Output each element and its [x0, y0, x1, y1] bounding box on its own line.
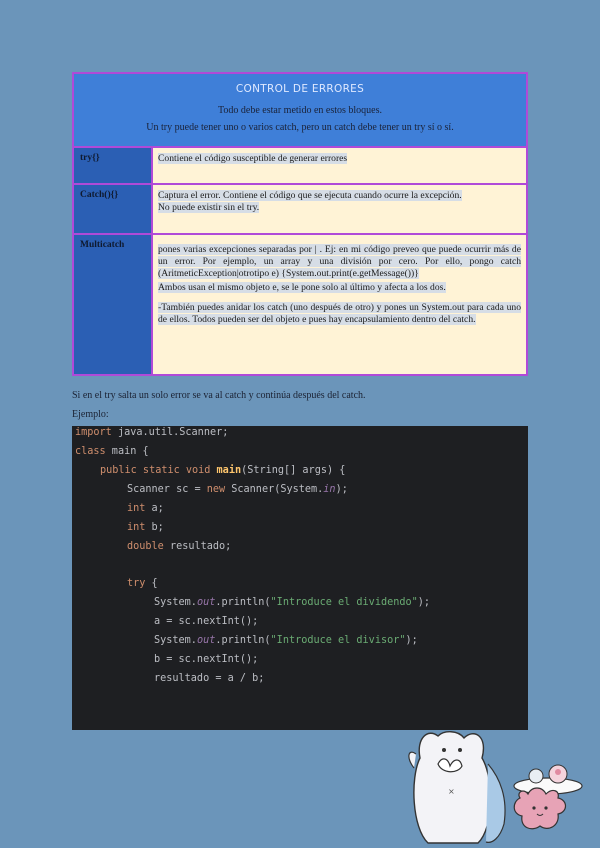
example-label: Ejemplo: — [72, 409, 109, 420]
code-line: int a; — [127, 503, 164, 514]
table-header — [74, 74, 526, 148]
table-row-catch — [74, 185, 526, 235]
code-line: class main { — [75, 446, 149, 457]
code-line: b = sc.nextInt(); — [154, 654, 259, 665]
code-line: double resultado; — [127, 541, 232, 552]
mascot-illustration — [408, 728, 598, 848]
code-line: System.out.println("Introduce el dividendo"); — [154, 597, 431, 608]
row-text: pones varias excepciones separadas por | . Ej: en mi código preveo que puede ocurrir más de un error. Por ejemplo, un array y una división por cero. Por ello, pongo catch (AritmeticException|otrotipo e) {System.out.print(e.getMessage())} — [158, 244, 521, 279]
svg-text:×: × — [448, 787, 455, 796]
code-line: int b; — [127, 522, 164, 533]
code-line: resultado = a / b; — [154, 673, 265, 684]
row-key: try{} — [74, 148, 153, 183]
code-block — [72, 426, 528, 730]
bunny-ear-icon — [486, 764, 505, 842]
row-text: Contiene el código susceptible de generar errores — [158, 153, 348, 164]
row-key: Catch(){} — [74, 185, 153, 233]
table-subtitle-2: Un try puede tener uno o varios catch, pero un catch debe tener un try sí o sí. — [146, 122, 454, 133]
row-text: -También puedes anidar los catch (uno después de otro) y pones un System.out para cada uno de ellos. Todos pueden ser del objeto e pues hay encapsulamiento dentro del catch. — [158, 302, 521, 325]
code-line: try { — [127, 578, 158, 589]
row-value — [153, 185, 526, 233]
row-value — [153, 148, 526, 183]
code-line: System.out.println("Introduce el divisor"); — [154, 635, 418, 646]
row-key: Multicatch — [74, 235, 153, 374]
code-line: a = sc.nextInt(); — [154, 616, 259, 627]
row-text: Captura el error. Contiene el código que se ejecuta cuando ocurre la excepción. — [158, 190, 462, 201]
code-line: import java.util.Scanner; — [75, 427, 229, 438]
pink-creature-icon — [514, 788, 565, 829]
after-paragraph: Si en el try salta un solo error se va al catch y continúa después del catch. — [72, 390, 366, 401]
row-text: No puede existir sin el try. — [158, 202, 260, 213]
errors-table — [72, 72, 528, 376]
code-line: public static void main(String[] args) { — [100, 465, 346, 476]
table-subtitle-1: Todo debe estar metido en estos bloques. — [218, 105, 382, 116]
table-title: CONTROL DE ERRORES — [235, 83, 365, 95]
row-text: Ambos usan el mismo objeto e, se le pone solo al último y afecta a los dos. — [158, 282, 446, 293]
row-value — [153, 235, 526, 374]
code-line: Scanner sc = new Scanner(System.in); — [127, 484, 348, 495]
table-row-try — [74, 148, 526, 185]
table-row-multicatch — [74, 235, 526, 374]
